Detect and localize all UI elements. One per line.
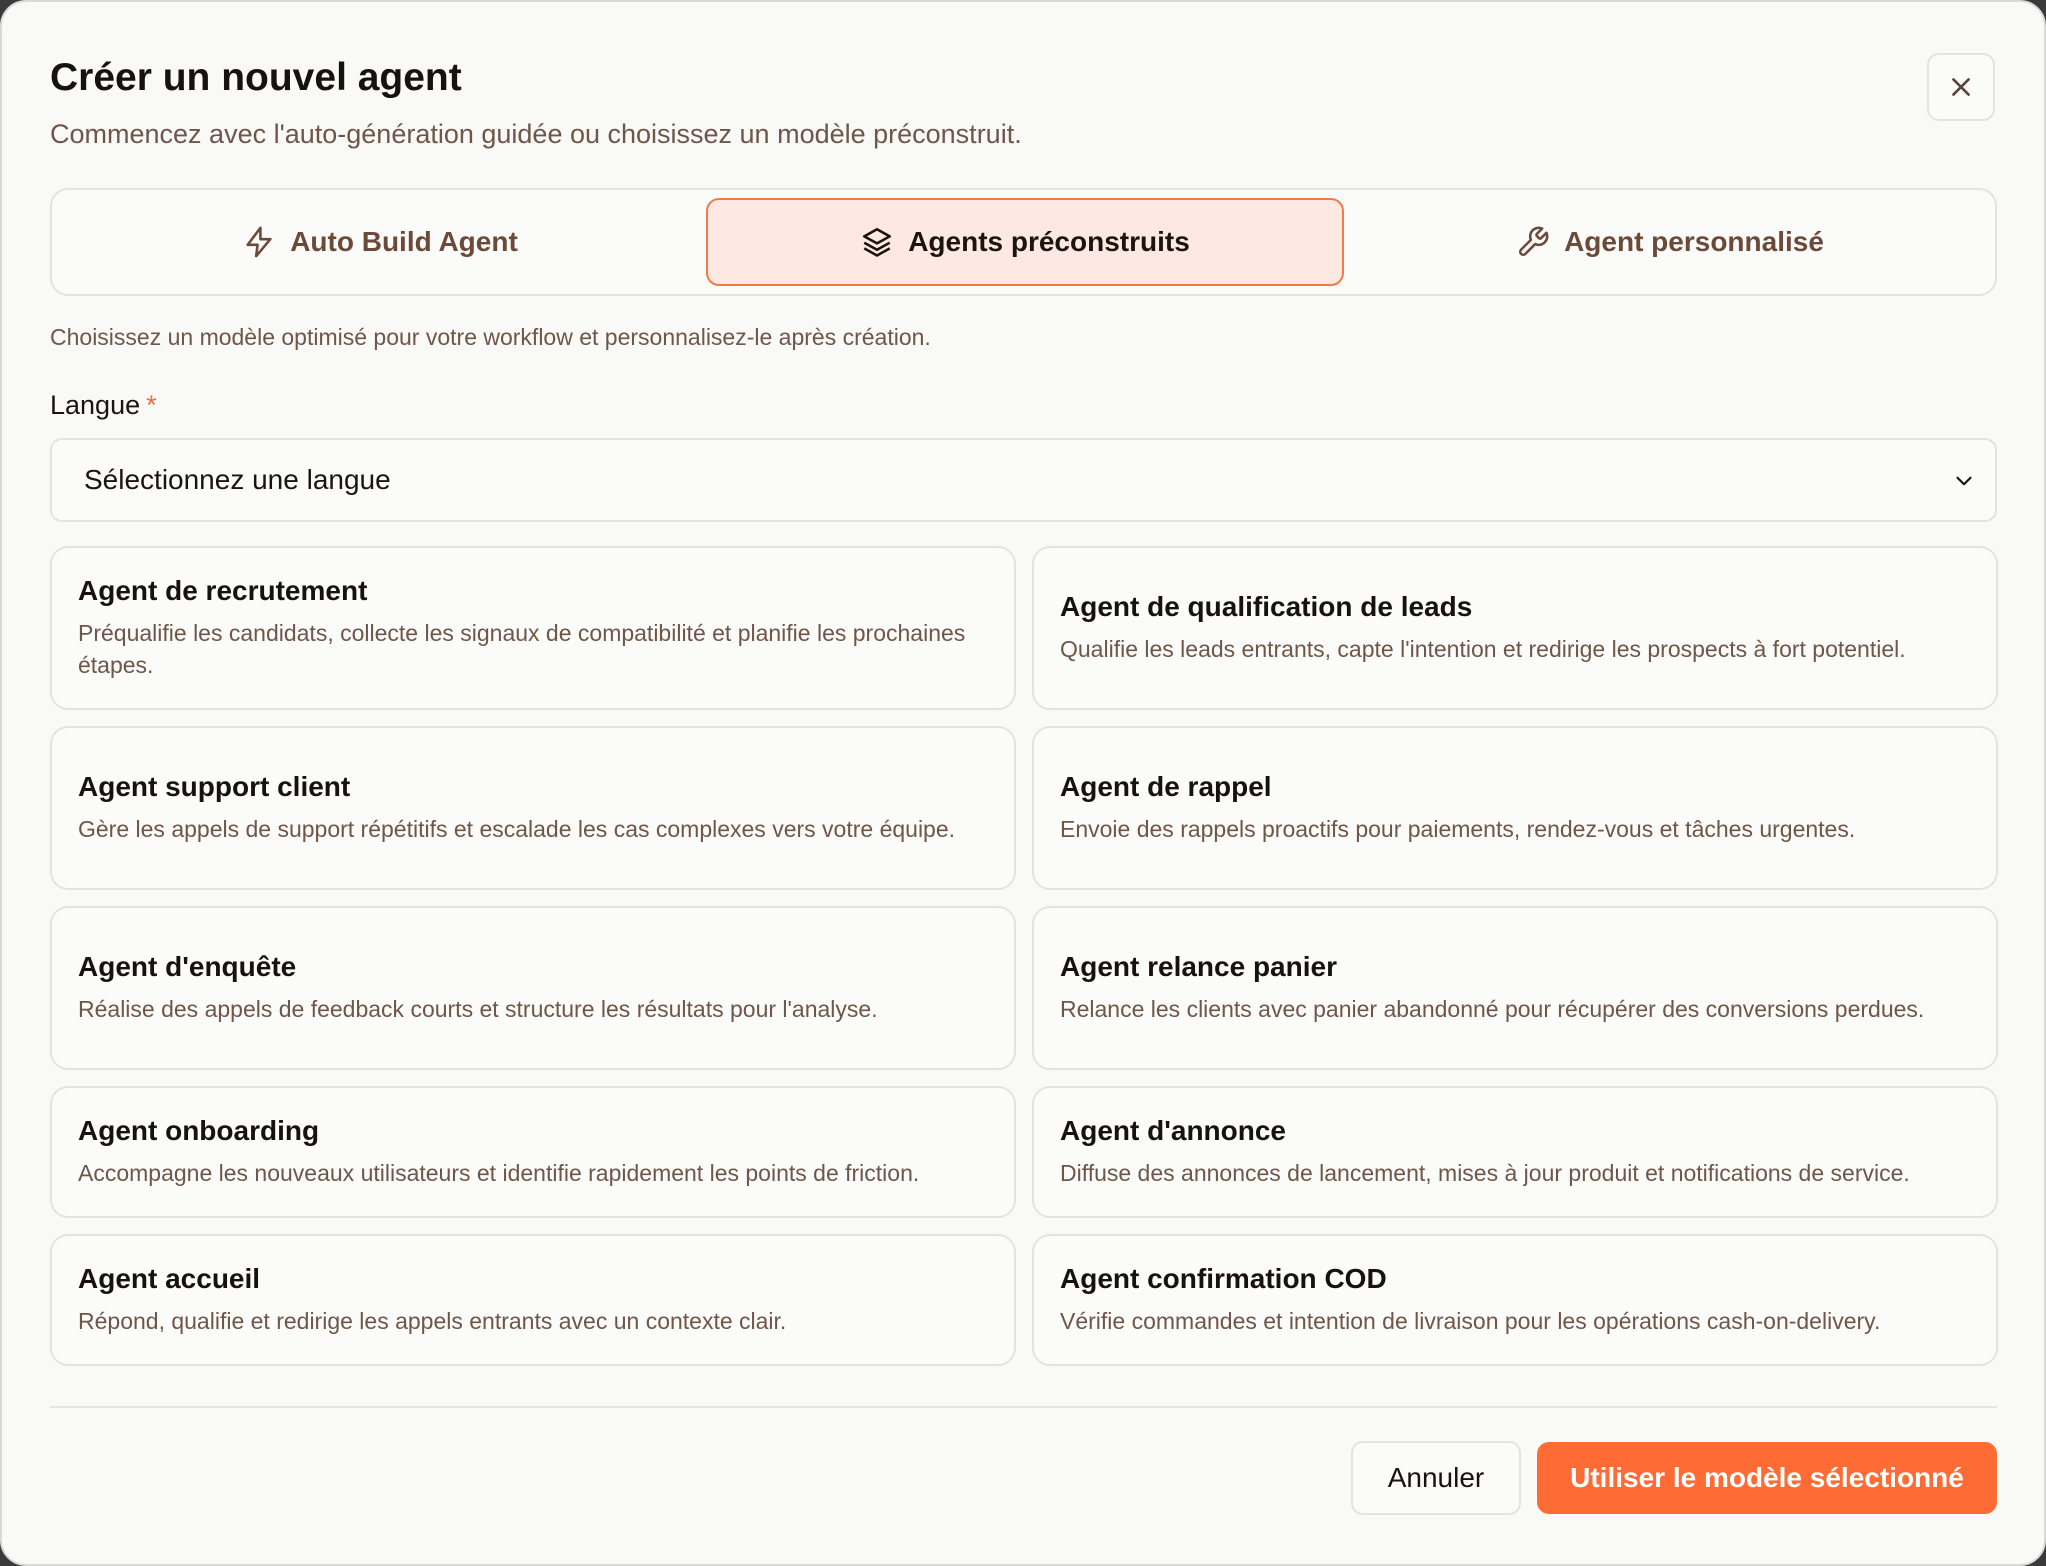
language-select[interactable] (50, 438, 1997, 522)
required-mark: * (146, 390, 157, 420)
use-selected-template-button[interactable]: Utiliser le modèle sélectionné (1537, 1442, 1997, 1514)
template-card-confirmation-cod[interactable] (1032, 1234, 1998, 1366)
template-title: Agent onboarding (78, 1115, 320, 1146)
template-description: Répond, qualifie et redirige les appels entrants avec un contexte clair. (78, 1308, 787, 1334)
template-card-rappel[interactable] (1032, 726, 1998, 890)
close-button[interactable] (1927, 53, 1995, 121)
cancel-button[interactable]: Annuler (1351, 1441, 1521, 1515)
dialog-title: Créer un nouvel agent (50, 56, 462, 99)
tab-bar (50, 188, 1997, 296)
template-description: Qualifie les leads entrants, capte l'intention et redirige les prospects à fort potentiel. (1060, 636, 1906, 662)
template-description: Préqualifie les candidats, collecte les signaux de compatibilité et planifie les prochaines étapes. (78, 620, 966, 678)
close-icon (1948, 74, 1974, 100)
template-title: Agent confirmation COD (1060, 1263, 1387, 1294)
template-title: Agent accueil (78, 1263, 261, 1294)
tab-agents-preconstruits[interactable] (706, 198, 1344, 286)
template-description: Diffuse des annonces de lancement, mises à jour produit et notifications de service. (1060, 1160, 1910, 1186)
template-description: Vérifie commandes et intention de livraison pour les opérations cash-on-delivery. (1060, 1308, 1881, 1334)
tab-agent-personnalise[interactable] (1350, 198, 1990, 286)
tab-label: Auto Build Agent (290, 226, 518, 257)
language-label-text: Langue (50, 390, 141, 420)
template-card-accueil[interactable] (50, 1234, 1016, 1366)
template-description: Accompagne les nouveaux utilisateurs et identifie rapidement les points de friction. (78, 1160, 920, 1186)
language-label (50, 390, 157, 421)
template-description: Envoie des rappels proactifs pour paiements, rendez-vous et tâches urgentes. (1060, 816, 1856, 842)
tab-auto-build-agent[interactable] (60, 198, 700, 286)
template-title: Agent relance panier (1060, 951, 1337, 982)
wrench-icon (1516, 225, 1550, 259)
template-card-annonce[interactable] (1032, 1086, 1998, 1218)
layers-icon (860, 225, 894, 259)
helper-text: Choisissez un modèle optimisé pour votre workflow et personnalisez-le après création. (50, 324, 931, 350)
tab-label: Agents préconstruits (908, 226, 1190, 257)
template-title: Agent de recrutement (78, 575, 368, 606)
lightning-icon (242, 225, 276, 259)
template-title: Agent de qualification de leads (1060, 591, 1473, 622)
template-description: Relance les clients avec panier abandonné pour récupérer des conversions perdues. (1060, 996, 1925, 1022)
language-select-value: Sélectionnez une langue (84, 464, 391, 495)
template-title: Agent d'annonce (1060, 1115, 1286, 1146)
tab-label: Agent personnalisé (1564, 226, 1824, 257)
template-card-qualification-leads[interactable] (1032, 546, 1998, 710)
template-card-onboarding[interactable] (50, 1086, 1016, 1218)
template-title: Agent support client (78, 771, 351, 802)
template-card-relance-panier[interactable] (1032, 906, 1998, 1070)
template-card-recrutement[interactable] (50, 546, 1016, 710)
template-title: Agent d'enquête (78, 951, 297, 982)
footer-divider (50, 1406, 1997, 1408)
template-card-enquete[interactable] (50, 906, 1016, 1070)
dialog-subtitle: Commencez avec l'auto-génération guidée ou choisissez un modèle préconstruit. (50, 119, 1022, 149)
template-description: Réalise des appels de feedback courts et structure les résultats pour l'analyse. (78, 996, 878, 1022)
template-title: Agent de rappel (1060, 771, 1272, 802)
template-description: Gère les appels de support répétitifs et escalade les cas complexes vers votre équipe. (78, 816, 956, 842)
template-card-support-client[interactable] (50, 726, 1016, 890)
chevron-down-icon (1951, 468, 1977, 494)
